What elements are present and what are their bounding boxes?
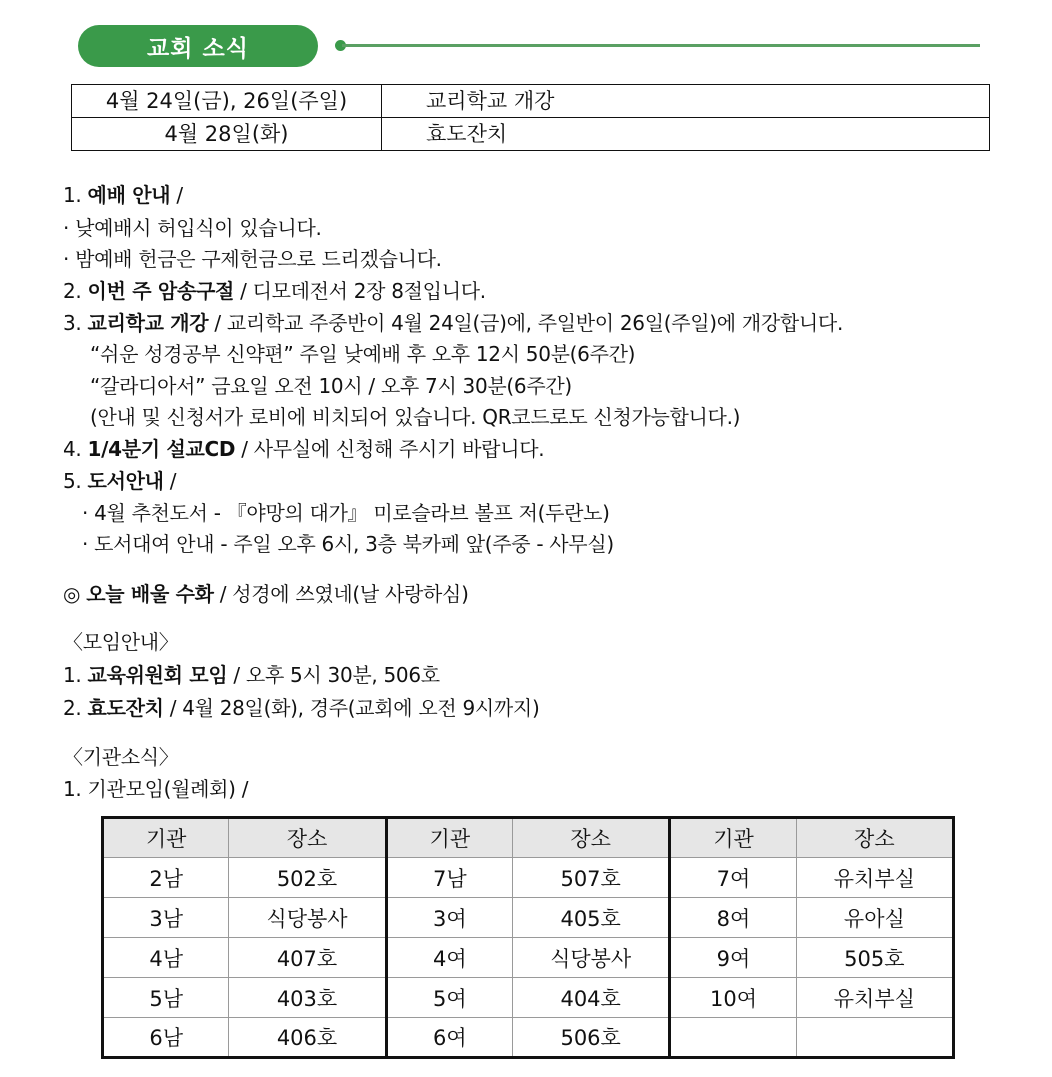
notice-label: 오늘 배울 수화 <box>86 582 214 606</box>
table-cell: 6여 <box>386 1018 512 1058</box>
notice-3-line-1: “쉬운 성경공부 신약편” 주일 낮예배 후 오후 12시 50분(6주간) <box>90 342 636 366</box>
table-cell: 3여 <box>386 898 512 938</box>
table-cell: 9여 <box>670 938 796 978</box>
table-cell: 507호 <box>513 858 670 898</box>
meeting-label: 효도잔치 <box>87 696 164 720</box>
table-cell: 4여 <box>386 938 512 978</box>
notice-4 <box>63 436 544 462</box>
item-number: 1. <box>63 183 82 207</box>
table-cell <box>670 1018 796 1058</box>
table-cell: 5남 <box>103 978 229 1018</box>
schedule-event: 교리학교 개강 <box>382 85 990 118</box>
table-cell: 506호 <box>513 1018 670 1058</box>
notice-label: 교리학교 개강 <box>87 311 209 335</box>
notice-3-line-2: “갈라디아서” 금요일 오전 10시 / 오후 7시 30분(6주간) <box>90 374 572 398</box>
table-cell: 3남 <box>103 898 229 938</box>
notice-text: 사무실에 신청해 주시기 바랍니다. <box>253 437 545 461</box>
separator: / <box>227 663 246 687</box>
table-row <box>103 898 954 938</box>
notice-5-bullet-1: · 4월 추천도서 - 『야망의 대가』 미로슬라브 볼프 저(두란노) <box>82 501 610 525</box>
double-circle-icon: ◎ <box>63 582 81 606</box>
table-cell: 식당봉사 <box>229 898 386 938</box>
table-cell: 407호 <box>229 938 386 978</box>
notice-text: 디모데전서 2장 8절입니다. <box>252 279 486 303</box>
table-row <box>103 978 954 1018</box>
notice-1 <box>63 182 183 208</box>
table-row <box>103 858 954 898</box>
table-cell: 유치부실 <box>796 858 953 898</box>
item-number: 4. <box>63 437 82 461</box>
notice-label: 도서안내 <box>87 469 164 493</box>
table-cell: 502호 <box>229 858 386 898</box>
section-title: 교회 소식 <box>147 35 249 62</box>
item-number: 2. <box>63 279 82 303</box>
notice-5 <box>63 468 176 494</box>
table-row <box>103 938 954 978</box>
notice-text: 교리학교 주중반이 4월 24일(금)에, 주일반이 26일(주일)에 개강합니다. <box>226 311 843 335</box>
table-cell: 4남 <box>103 938 229 978</box>
meeting-text: 4월 28일(화), 경주(교회에 오전 9시까지) <box>182 696 540 720</box>
notice-1-bullet-2: · 밤예배 헌금은 구제헌금으로 드리겠습니다. <box>63 247 442 271</box>
table-cell <box>796 1018 953 1058</box>
schedule-date: 4월 24일(금), 26일(주일) <box>72 85 382 118</box>
column-header: 기관 <box>386 818 512 858</box>
table-cell: 505호 <box>796 938 953 978</box>
meeting-text: 오후 5시 30분, 506호 <box>245 663 440 687</box>
notice-label: 예배 안내 <box>87 183 171 207</box>
schedule-row <box>72 85 990 118</box>
table-cell: 8여 <box>670 898 796 938</box>
notice-text: 성경에 쓰였네(날 사랑하심) <box>232 582 469 606</box>
separator: / <box>213 582 233 606</box>
table-cell: 405호 <box>513 898 670 938</box>
separator: / <box>235 437 254 461</box>
schedule-event: 효도잔치 <box>382 118 990 151</box>
notice-1-bullet-1: · 낮예배시 허입식이 있습니다. <box>63 216 322 240</box>
table-cell: 404호 <box>513 978 670 1018</box>
notice-3 <box>63 310 843 336</box>
table-cell: 406호 <box>229 1018 386 1058</box>
table-cell: 유치부실 <box>796 978 953 1018</box>
schedule-table <box>71 84 990 151</box>
org-news-heading: 〈기관소식〉 <box>63 745 179 769</box>
column-header: 기관 <box>103 818 229 858</box>
separator: / <box>208 311 227 335</box>
table-cell: 5여 <box>386 978 512 1018</box>
table-cell: 6남 <box>103 1018 229 1058</box>
notice-2 <box>63 278 486 304</box>
table-cell: 2남 <box>103 858 229 898</box>
schedule-date: 4월 28일(화) <box>72 118 382 151</box>
table-cell: 403호 <box>229 978 386 1018</box>
item-number: 5. <box>63 469 82 493</box>
separator: / <box>163 696 183 720</box>
sign-language-notice <box>63 581 469 607</box>
section-title-pill <box>78 25 318 67</box>
table-cell: 7남 <box>386 858 512 898</box>
notice-3-line-3: (안내 및 신청서가 로비에 비치되어 있습니다. QR코드로도 신청가능합니다.) <box>90 405 741 429</box>
notice-label: 1/4분기 설교CD <box>87 437 236 461</box>
meeting-label: 교육위원회 모임 <box>87 663 228 687</box>
notice-label: 이번 주 암송구절 <box>87 279 235 303</box>
separator: / <box>170 183 183 207</box>
meeting-1 <box>63 662 440 688</box>
table-cell: 유아실 <box>796 898 953 938</box>
item-number: 2. <box>63 696 82 720</box>
column-header: 장소 <box>796 818 953 858</box>
column-header: 장소 <box>229 818 386 858</box>
header-divider <box>342 44 980 47</box>
column-header: 기관 <box>670 818 796 858</box>
table-cell: 식당봉사 <box>513 938 670 978</box>
item-number: 3. <box>63 311 82 335</box>
table-row <box>103 1018 954 1058</box>
meetings-heading: 〈모임안내〉 <box>63 630 179 654</box>
separator: / <box>234 279 253 303</box>
table-header-row <box>103 818 954 858</box>
item-number: 1. <box>63 663 82 687</box>
separator: / <box>163 469 177 493</box>
column-header: 장소 <box>513 818 670 858</box>
table-cell: 7여 <box>670 858 796 898</box>
table-cell: 10여 <box>670 978 796 1018</box>
notice-5-bullet-2: · 도서대여 안내 - 주일 오후 6시, 3층 북카페 앞(주중 - 사무실) <box>82 532 614 556</box>
org-meeting-table <box>101 816 955 1059</box>
schedule-row <box>72 118 990 151</box>
org-news-item-1: 1. 기관모임(월례회) / <box>63 777 249 801</box>
meeting-2 <box>63 695 539 721</box>
